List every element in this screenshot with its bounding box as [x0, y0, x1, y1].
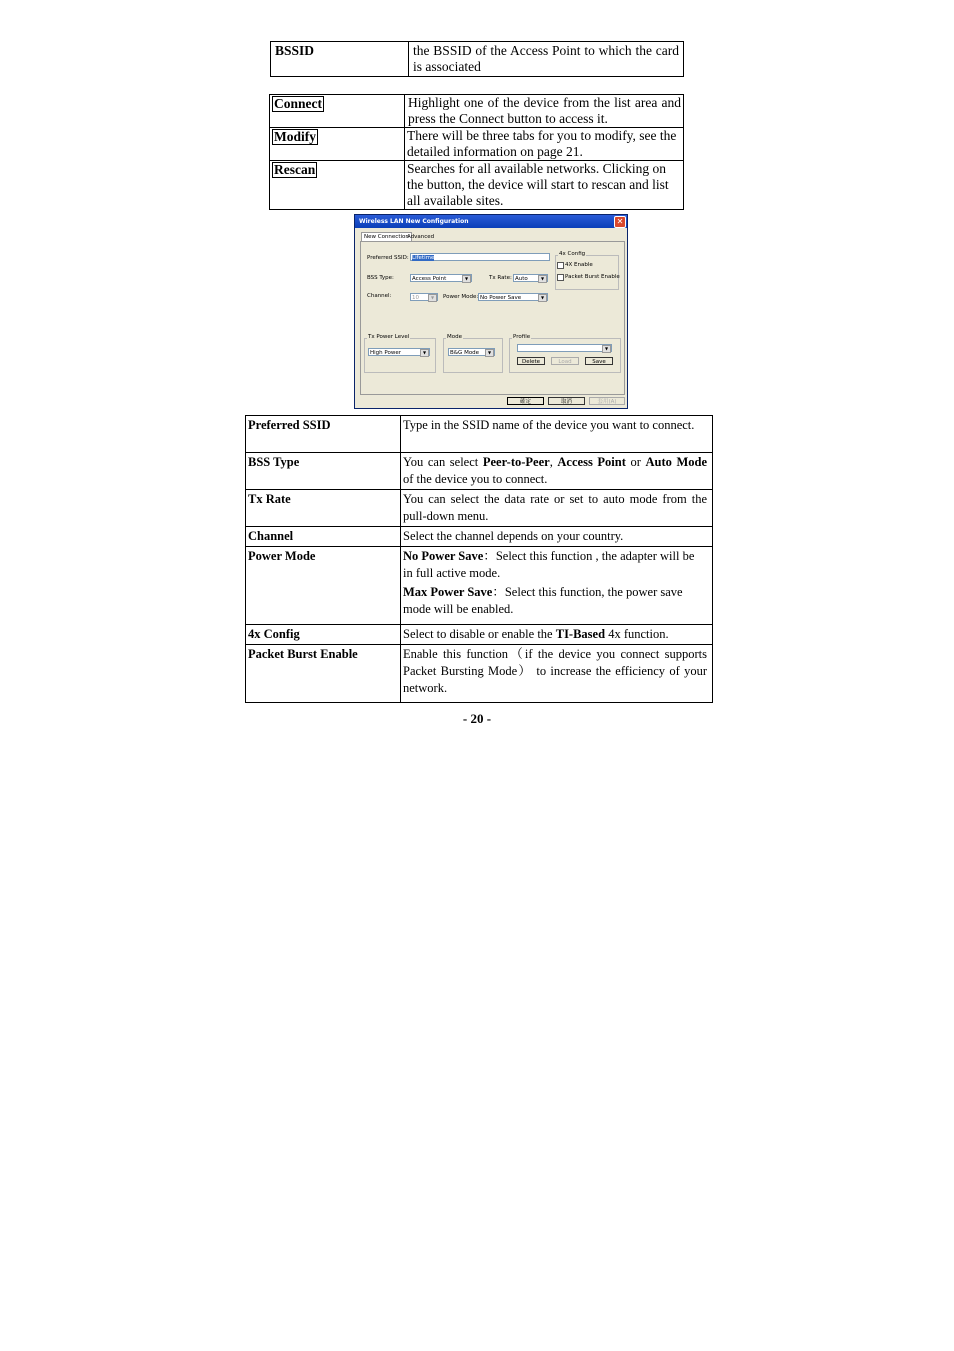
table-row	[246, 625, 713, 645]
row-label: BSSID	[271, 42, 409, 77]
table-row	[246, 645, 713, 703]
row-desc: You can select the data rate or set to auto mode from the pull-down menu.	[401, 490, 713, 527]
bssid-table	[270, 41, 684, 77]
chevron-down-icon: ▼	[420, 349, 429, 357]
table-row	[270, 95, 684, 128]
bss-type-label: BSS Type:	[367, 275, 394, 281]
channel-label: Channel:	[367, 293, 392, 299]
row-desc: Type in the SSID name of the device you want to connect.	[401, 416, 713, 453]
buttons-table	[269, 94, 684, 210]
row-desc: the BSSID of the Access Point to which the card is associated	[409, 42, 684, 77]
tx-rate-label: Tx Rate:	[489, 275, 512, 281]
tab-advanced[interactable]: Advanced	[407, 234, 435, 240]
page-number: - 20 -	[462, 711, 492, 726]
chevron-down-icon: ▼	[485, 349, 494, 357]
table-row	[246, 547, 713, 625]
delete-button[interactable]: Delete	[517, 357, 545, 365]
load-button[interactable]: Load	[551, 357, 579, 365]
row-desc: Select to disable or enable the TI-Based 4x function.	[401, 625, 713, 645]
row-desc: You can select Peer-to-Peer, Access Point or Auto Mode of the device you to connect.	[401, 453, 713, 490]
connect-label: Connect	[274, 96, 322, 111]
save-button[interactable]: Save	[585, 357, 613, 365]
channel-select[interactable]: 10 ▼	[410, 293, 438, 301]
wlan-config-dialog	[354, 214, 628, 409]
modify-label: Modify	[274, 129, 316, 144]
ok-button[interactable]: 確定	[507, 397, 544, 405]
row-desc: Highlight one of the device from the list area and press the Connect button to access it.	[405, 95, 684, 128]
row-label: Channel	[246, 527, 401, 547]
table-row	[246, 490, 713, 527]
row-desc: Enable this function（if the device you connect supports Packet Bursting Mode） to increase the efficiency of your network.	[401, 645, 713, 703]
table-row	[246, 416, 713, 453]
apply-button[interactable]: 套用(A)	[589, 397, 625, 405]
table-row	[246, 453, 713, 490]
chevron-down-icon: ▼	[462, 275, 471, 283]
preferred-ssid-input[interactable]: Lifetime	[410, 253, 550, 261]
dialog-title: Wireless LAN New Configuration	[359, 218, 469, 225]
chevron-down-icon: ▼	[602, 345, 611, 353]
row-desc: There will be three tabs for you to modify, see the detailed information on page 21.	[405, 128, 684, 161]
row-desc: No Power Save：Select this function , the adapter will be in full active mode. Max Power Save：Select this function, the power save mode will be enabled.	[401, 547, 713, 625]
row-label: Preferred SSID	[246, 416, 401, 453]
packet-burst-label: Packet Burst Enable	[565, 274, 620, 280]
profile-group-label: Profile	[513, 334, 531, 340]
mode-select[interactable]: B&G Mode ▼	[448, 348, 495, 356]
rescan-label: Rescan	[274, 162, 316, 177]
row-label: Power Mode	[246, 547, 401, 625]
tx-power-select[interactable]: High Power ▼	[368, 348, 430, 356]
row-label: Packet Burst Enable	[246, 645, 401, 703]
tx-rate-select[interactable]: Auto ▼	[513, 274, 548, 282]
mode-group-label: Mode	[447, 334, 462, 340]
packet-burst-checkbox[interactable]	[557, 274, 564, 281]
fields-table	[245, 415, 713, 703]
table-row	[246, 527, 713, 547]
table-row	[270, 128, 684, 161]
chevron-down-icon: ▼	[428, 294, 437, 302]
dialog-titlebar	[355, 215, 627, 228]
row-desc: Searches for all available networks. Clicking on the button, the device will start to rescan and list all available sites.	[405, 161, 684, 210]
tx-power-group-label: Tx Power Level	[368, 334, 410, 340]
preferred-ssid-label: Preferred SSID:	[367, 255, 409, 261]
power-mode-label: Power Mode:	[443, 294, 479, 300]
tab-new-connection[interactable]: New Connection	[361, 232, 412, 241]
table-row	[271, 42, 684, 77]
enable-4x-checkbox[interactable]	[557, 262, 564, 269]
row-label: 4x Config	[246, 625, 401, 645]
power-mode-select[interactable]: No Power Save ▼	[478, 293, 548, 301]
bss-type-select[interactable]: Access Point ▼	[410, 274, 472, 282]
config-4x-group-label: 4x Config	[559, 251, 586, 257]
enable-4x-label: 4X Enable	[565, 262, 593, 268]
row-label: BSS Type	[246, 453, 401, 490]
profile-select[interactable]	[517, 344, 612, 352]
chevron-down-icon: ▼	[538, 294, 547, 302]
cancel-button[interactable]: 取消	[548, 397, 585, 405]
row-label: Tx Rate	[246, 490, 401, 527]
table-row	[270, 161, 684, 210]
chevron-down-icon: ▼	[538, 275, 547, 283]
row-desc: Select the channel depends on your country.	[401, 527, 713, 547]
config-4x-group	[555, 255, 619, 290]
close-icon[interactable]: ✕	[614, 216, 626, 228]
